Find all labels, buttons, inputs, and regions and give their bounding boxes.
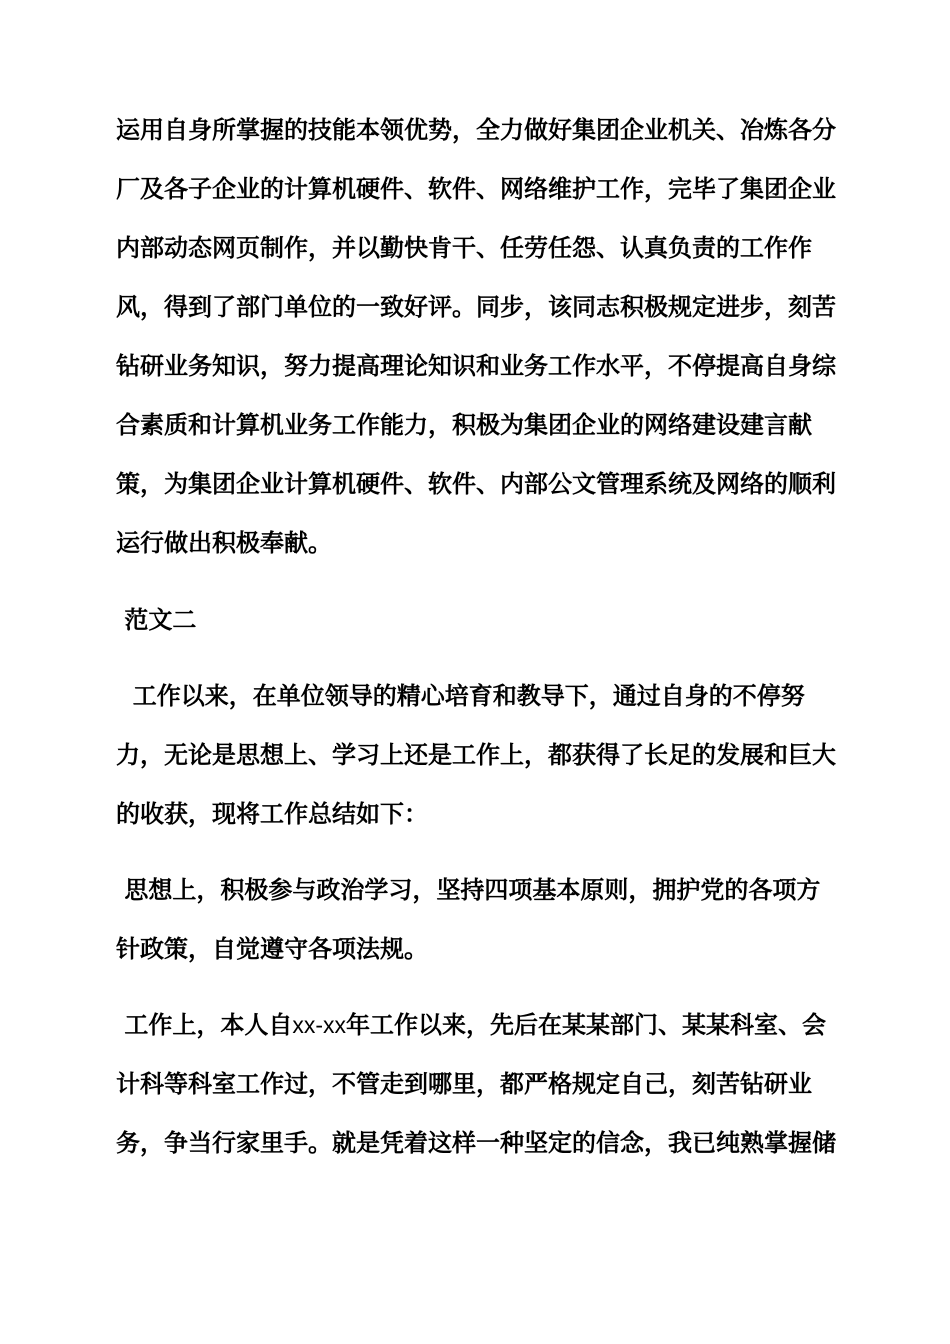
line-suffix: 年工作以来，先后在某某部门、某某科室、会	[346, 1011, 827, 1039]
paragraph-line: 钻研业务知识，努力提高理论知识和业务工作水平，不停提高自身综	[116, 352, 836, 380]
paragraph-line: 的收获，现将工作总结如下：	[116, 800, 428, 828]
year-range-code: xx-xx	[292, 1012, 347, 1038]
paragraph-line: 内部动态网页制作，并以勤快肯干、任劳任怨、认真负责的工作作	[116, 234, 812, 262]
paragraph-line	[116, 1010, 826, 1040]
paragraph-line: 务，争当行家里手。就是凭着这样一种坚定的信念，我已纯熟掌握储	[116, 1129, 836, 1157]
paragraph-line: 运行做出积极奉献。	[116, 529, 332, 557]
paragraph-line: 思想上，积极参与政治学习，坚持四项基本原则，拥护党的各项方	[116, 876, 821, 904]
paragraph-line: 计科等科室工作过，不管走到哪里，都严格规定自己，刻苦钻研业	[116, 1070, 812, 1098]
paragraph-line: 合素质和计算机业务工作能力，积极为集团企业的网络建设建言献	[116, 411, 812, 439]
paragraph-line: 厂及各子企业的计算机硬件、软件、网络维护工作，完毕了集团企业	[116, 175, 836, 203]
paragraph-line: 策，为集团企业计算机硬件、软件、内部公文管理系统及网络的顺利	[116, 470, 836, 498]
paragraph-line: 工作以来，在单位领导的精心培育和教导下，通过自身的不停努	[116, 682, 805, 710]
paragraph-line: 风，得到了部门单位的一致好评。同步，该同志积极规定进步，刻苦	[116, 293, 836, 321]
line-prefix: 工作上，本人自	[116, 1011, 293, 1039]
paragraph-line: 针政策，自觉遵守各项法规。	[116, 935, 428, 963]
paragraph-line: 力，无论是思想上、学习上还是工作上，都获得了长足的发展和巨大	[116, 741, 836, 769]
paragraph-line: 运用自身所掌握的技能本领优势，全力做好集团企业机关、冶炼各分	[116, 116, 836, 144]
section-heading: 范文二	[116, 606, 197, 634]
